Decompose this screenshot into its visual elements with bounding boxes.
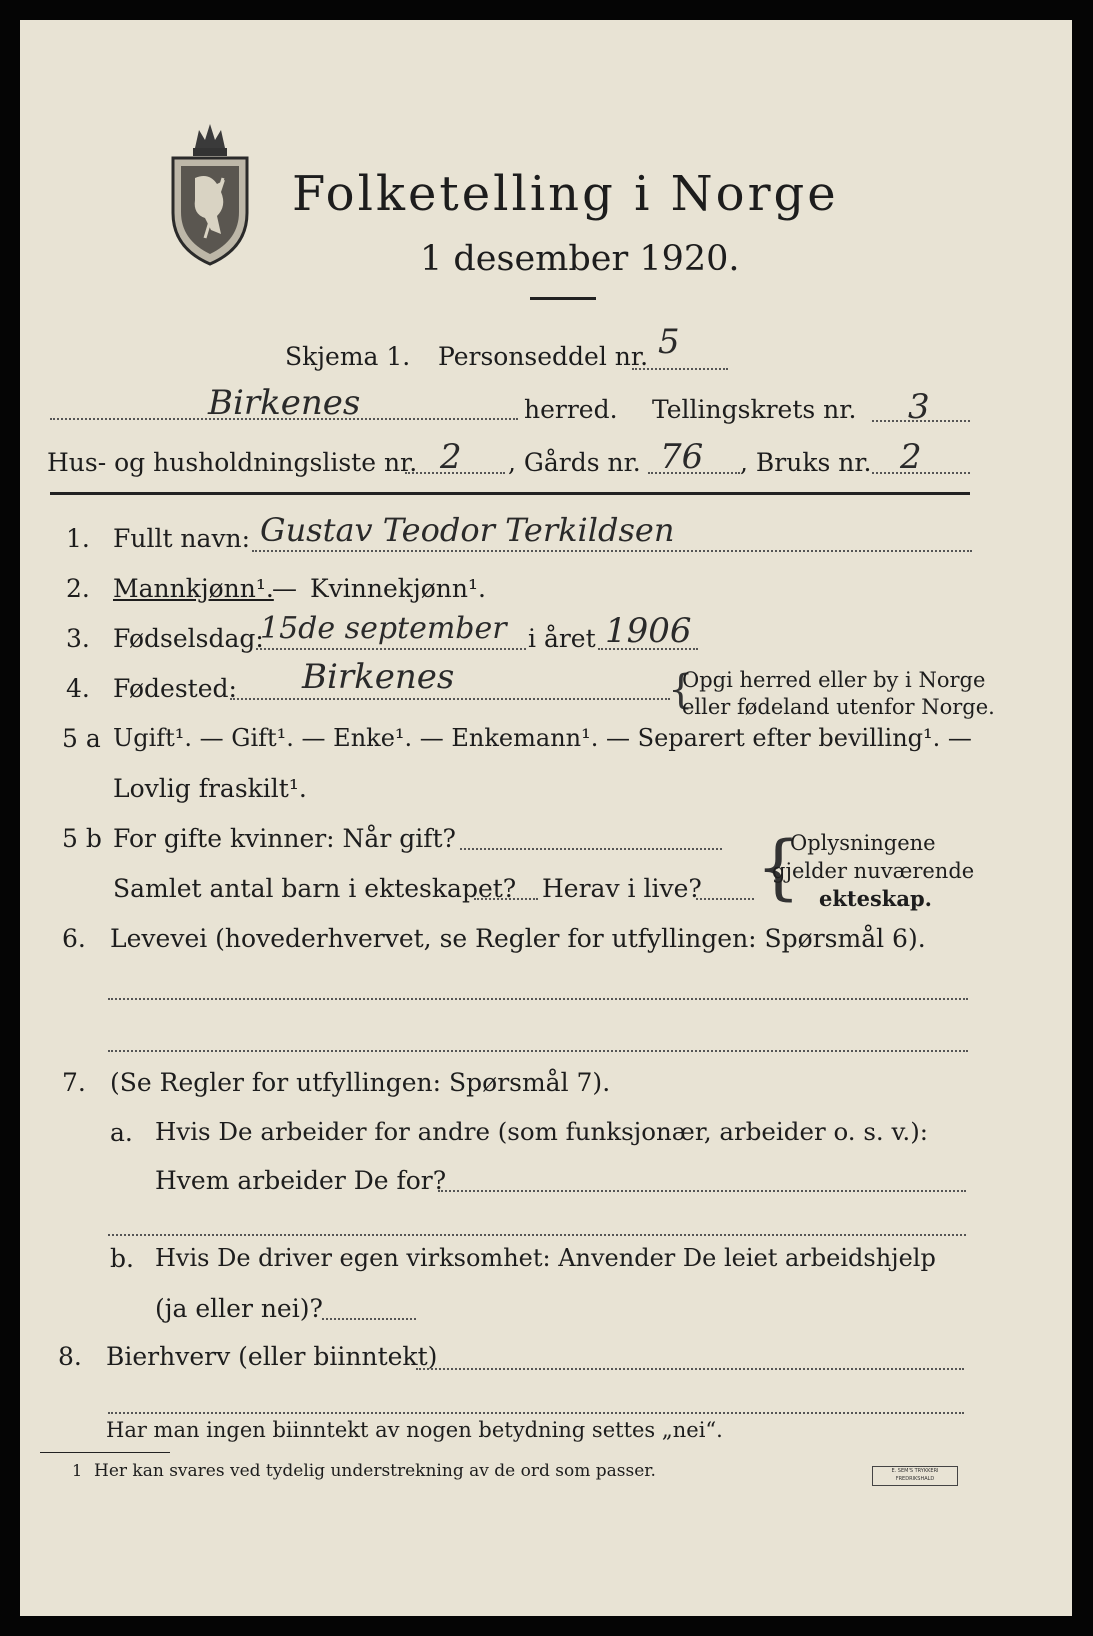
q4-number: 4. xyxy=(66,674,90,703)
personseddel-label: Personseddel nr. xyxy=(438,342,649,371)
gards-label: , Gårds nr. xyxy=(508,448,641,477)
footnote-rule xyxy=(40,1452,170,1453)
q5b-note-2: gjelder nuværende xyxy=(772,859,975,883)
q8-answer-line-2 xyxy=(108,1412,964,1414)
q8-text: Bierhverv (eller biinntekt) xyxy=(106,1342,438,1371)
q3-label: Fødselsdag: xyxy=(113,624,264,653)
q3-line xyxy=(256,648,526,650)
q7b-line-1: Hvis De driver egen virksomhet: Anvender De leiet arbeidshjelp xyxy=(155,1244,936,1272)
q5b-line-2a: Samlet antal barn i ekteskapet? xyxy=(113,874,517,903)
census-form xyxy=(20,20,1072,1616)
nei-note: Har man ingen biinntekt av nogen betydning settes „nei“. xyxy=(106,1418,723,1442)
q7-text: (Se Regler for utfyllingen: Spørsmål 7). xyxy=(110,1068,611,1097)
q8-number: 8. xyxy=(58,1342,82,1371)
q5a-line-2: Lovlig fraskilt¹. xyxy=(113,774,307,803)
q4-value: Birkenes xyxy=(302,657,455,697)
tellingskrets-label: Tellingskrets nr. xyxy=(652,395,857,424)
q3-year-label: i året xyxy=(528,624,596,653)
q1-label: Fullt navn: xyxy=(113,524,251,553)
census-date: 1 desember 1920. xyxy=(420,239,740,279)
q3-year-value: 1906 xyxy=(605,611,692,651)
q6-number: 6. xyxy=(62,924,86,953)
tellingskrets-value: 3 xyxy=(908,387,930,427)
q5a-number: 5 a xyxy=(62,724,101,753)
q7b-line-2: (ja eller nei)? xyxy=(155,1294,323,1323)
herred-label: herred. xyxy=(524,395,618,424)
q4-line xyxy=(230,698,670,700)
page-title: Folketelling i Norge xyxy=(292,166,839,222)
header-rule xyxy=(50,492,970,495)
footnote-mark: 1 xyxy=(72,1461,83,1480)
q7a-answer-line xyxy=(438,1190,966,1192)
personseddel-value: 5 xyxy=(658,322,680,362)
q7a-line-1: Hvis De arbeider for andre (som funksjonær, arbeider o. s. v.): xyxy=(155,1117,929,1146)
q7a-line-2: Hvem arbeider De for? xyxy=(155,1166,447,1195)
q5b-children-line xyxy=(474,898,538,900)
bruks-label: , Bruks nr. xyxy=(740,448,872,477)
q6-text: Levevei (hovederhvervet, se Regler for utfyllingen: Spørsmål 6). xyxy=(110,924,926,953)
hus-value: 2 xyxy=(440,437,462,477)
q5b-brace: { xyxy=(756,826,801,908)
q1-number: 1. xyxy=(66,524,90,553)
q4-brace: { xyxy=(668,667,694,713)
q2-male: Mannkjønn¹. xyxy=(113,574,274,603)
q7a-answer-line-2 xyxy=(108,1234,966,1236)
q5b-number: 5 b xyxy=(62,824,102,853)
printer-mark xyxy=(872,1466,958,1486)
q4-note-1: Opgi herred eller by i Norge xyxy=(682,668,986,692)
coat-of-arms-icon xyxy=(165,118,255,266)
q3-number: 3. xyxy=(66,624,90,653)
q1-line xyxy=(252,550,972,552)
q8-answer-line xyxy=(416,1368,964,1370)
herred-value: Birkenes xyxy=(208,383,361,423)
q6-line-1 xyxy=(108,998,968,1000)
q1-value: Gustav Teodor Terkildsen xyxy=(260,511,675,549)
bruks-value: 2 xyxy=(900,437,922,477)
q7-number: 7. xyxy=(62,1068,86,1097)
q4-label: Fødested: xyxy=(113,674,237,703)
footnote-text: Her kan svares ved tydelig understrekning av de ord som passer. xyxy=(94,1461,656,1481)
q4-note-2: eller fødeland utenfor Norge. xyxy=(682,695,995,719)
title-divider xyxy=(530,297,596,300)
q5b-note-3: ekteskap. xyxy=(819,886,932,911)
skjema-label: Skjema 1. xyxy=(285,342,411,371)
q7b-answer-line xyxy=(322,1318,416,1320)
q5b-line-1: For gifte kvinner: Når gift? xyxy=(113,824,456,853)
q5b-line-2b: Herav i live? xyxy=(542,874,702,903)
hus-label: Hus- og husholdningsliste nr. xyxy=(47,448,418,477)
q2-number: 2. xyxy=(66,574,90,603)
q3-value: 15de september xyxy=(260,611,507,646)
q7a-label: a. xyxy=(110,1118,133,1147)
gards-value: 76 xyxy=(660,437,704,477)
q6-line-2 xyxy=(108,1050,968,1052)
q7b-label: b. xyxy=(110,1244,134,1273)
q5b-married-line xyxy=(460,848,722,850)
q2-female: Kvinnekjønn¹. xyxy=(310,574,486,603)
printer-mark-text: E. SEM'S TRYKKERI FREDRIKSHALD xyxy=(891,1468,939,1482)
q5b-note-1: Oplysningene xyxy=(790,831,936,855)
q5b-alive-line xyxy=(696,898,754,900)
q5a-line-1: Ugift¹. — Gift¹. — Enke¹. — Enkemann¹. — Separert efter bevilling¹. — xyxy=(113,724,972,752)
q2-separator: — xyxy=(272,574,297,603)
personseddel-line xyxy=(632,368,728,370)
